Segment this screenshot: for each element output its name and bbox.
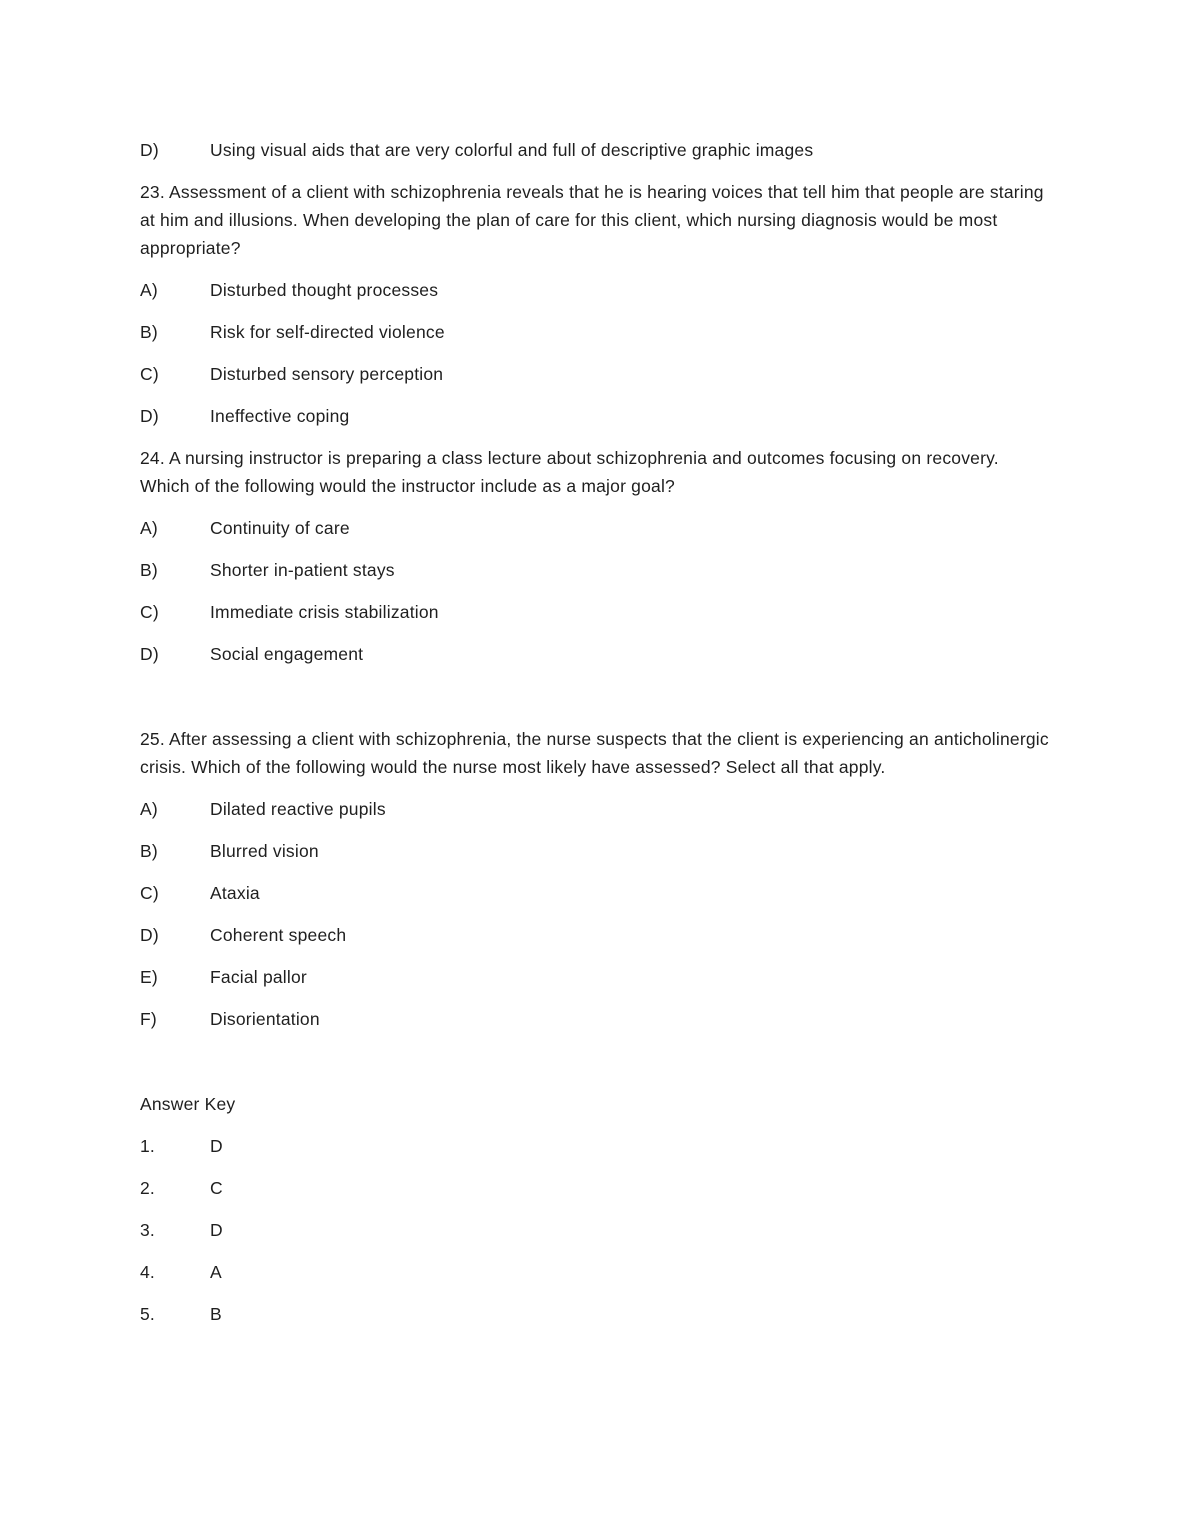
option-row [140,556,1052,584]
option-text: Risk for self-directed violence [210,322,445,342]
option-row [140,276,1052,304]
option-label: C) [140,602,159,622]
option-text: Coherent speech [210,925,347,945]
option-text: Blurred vision [210,841,319,861]
answer-letter: C [210,1178,223,1198]
answer-number: 1. [140,1136,155,1156]
answer-key-row [140,1258,1052,1286]
option-text: Ineffective coping [210,406,350,426]
option-label: B) [140,841,158,861]
option-label: A) [140,518,158,538]
option-text: Using visual aids that are very colorful and full of descriptive graphic images [210,140,814,160]
option-text: Disturbed sensory perception [210,364,444,384]
question-text: 24. A nursing instructor is preparing a class lecture about schizophrenia and outcomes focusing on recovery. Which of the following would the instructor include as a major goal? [140,448,999,496]
option-text: Social engagement [210,644,364,664]
option-row [140,402,1052,430]
option-row [140,879,1052,907]
option-text: Shorter in-patient stays [210,560,395,580]
answer-key-title: Answer Key [140,1094,236,1114]
option-row [140,921,1052,949]
answer-key-row [140,1174,1052,1202]
option-label: D) [140,140,159,160]
option-text: Continuity of care [210,518,350,538]
option-row [140,598,1052,626]
answer-number: 4. [140,1262,155,1282]
answer-letter: D [210,1220,223,1240]
option-row [140,963,1052,991]
question-23 [140,178,1052,430]
answer-letter: B [210,1304,222,1324]
answer-letter: D [210,1136,223,1156]
orphan-option-d [140,136,1052,164]
option-row [140,360,1052,388]
option-row [140,514,1052,542]
option-text: Dilated reactive pupils [210,799,386,819]
option-label: A) [140,799,158,819]
answer-number: 3. [140,1220,155,1240]
option-label: F) [140,1009,157,1029]
option-label: C) [140,364,159,384]
option-row [140,1005,1052,1033]
option-label: D) [140,925,159,945]
option-label: A) [140,280,158,300]
option-label: B) [140,322,158,342]
option-text: Facial pallor [210,967,307,987]
answer-key-row [140,1132,1052,1160]
option-row [140,640,1052,668]
option-text: Immediate crisis stabilization [210,602,439,622]
option-text: Disorientation [210,1009,320,1029]
option-row [140,318,1052,346]
option-row [140,795,1052,823]
answer-key-row [140,1216,1052,1244]
question-text: 23. Assessment of a client with schizophrenia reveals that he is hearing voices that tell him that people are staring at him and illusions. When developing the plan of care for this client, which nursing diagnosis would be most appropriate? [140,182,1044,258]
answer-key-section [140,1090,1052,1328]
option-label: D) [140,406,159,426]
option-label: B) [140,560,158,580]
option-text: Disturbed thought processes [210,280,439,300]
option-label: E) [140,967,158,987]
option-text: Ataxia [210,883,260,903]
answer-number: 5. [140,1304,155,1324]
answer-key-row [140,1300,1052,1328]
option-label: D) [140,644,159,664]
option-row [140,837,1052,865]
question-25 [140,725,1052,1033]
question-24 [140,444,1052,668]
answer-letter: A [210,1262,222,1282]
question-text: 25. After assessing a client with schizophrenia, the nurse suspects that the client is experiencing an anticholinergic crisis. Which of the following would the nurse most likely have assessed? Select all that apply. [140,729,1049,777]
answer-number: 2. [140,1178,155,1198]
option-label: C) [140,883,159,903]
